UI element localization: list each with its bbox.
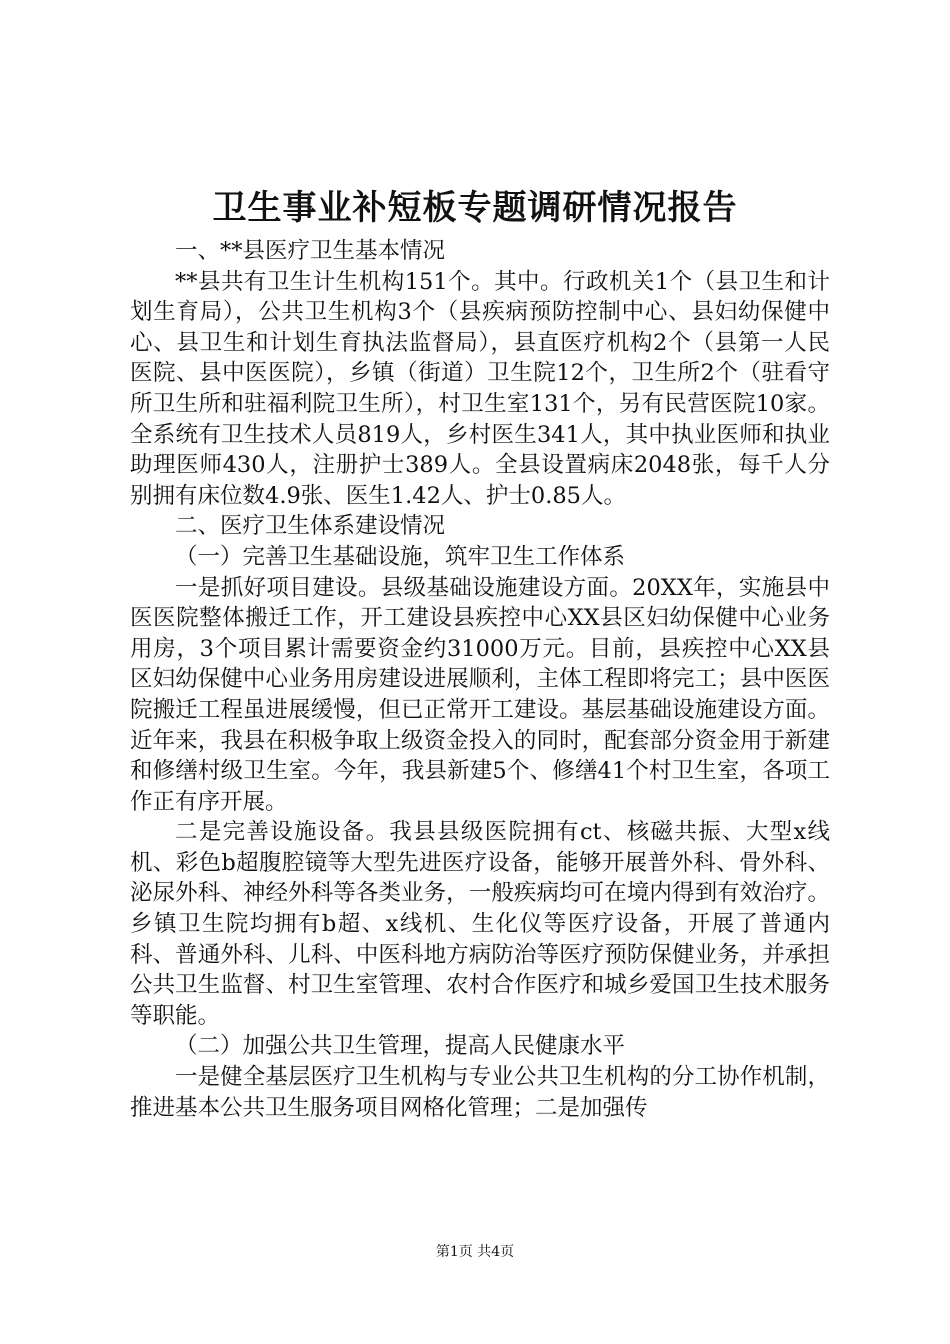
paragraph-project-construction: 一是抓好项目建设。县级基础设施建设方面。20XX年，实施县中医医院整体搬迁工作，开工建设县疾控中心XX县区妇幼保健中心业务用房，3个项目累计需要资金约31000万元。目前，县疾控中心XX县区妇幼保健中心业务用房建设进展顺利，主体工程即将完工；县中医医院搬迁工程虽进展缓慢，但已正常开工建设。基层基础设施建设方面。近年来，我县在积极争取上级资金投入的同时，配套部分资金用于新建和修缮村级卫生室。今年，我县新建5个、修缮41个村卫生室，各项工作正有序开展。 (130, 574, 830, 815)
section-heading-2: 二、医疗卫生体系建设情况 (175, 513, 446, 540)
paragraph-facilities-equipment: 二是完善设施设备。我县县级医院拥有ct、核磁共振、大型x线机、彩色b超腹腔镜等大型先进医疗设备，能够开展普外科、骨外科、泌尿外科、神经外科等各类业务，一般疾病均可在境内得到有效治疗。乡镇卫生院均拥有b超、x线机、生化仪等医疗设备，开展了普通内科、普通外科、儿科、中医科地方病防治等医疗预防保健业务，并承担公共卫生监督、村卫生室管理、农村合作医疗和城乡爱国卫生技术服务等职能。 (130, 819, 830, 1029)
paragraph-overview: **县共有卫生计生机构151个。其中。行政机关1个（县卫生和计划生育局），公共卫生机构3个（县疾病预防控制中心、县妇幼保健中心、县卫生和计划生育执法监督局），县直医疗机构2个（县第一人民医院、县中医医院），乡镇（街道）卫生院12个，卫生所2个（驻看守所卫生所和驻福利院卫生所），村卫生室131个，另有民营医院10家。全系统有卫生技术人员819人，乡村医生341人，其中执业医师和执业助理医师430人，注册护士389人。全县设置病床2048张，每千人分别拥有床位数4.9张、医生1.42人、护士0.85人。 (130, 268, 830, 509)
page-footer: 第1页 共4页 (435, 1244, 515, 1260)
section-heading-1: 一、**县医疗卫生基本情况 (175, 238, 446, 264)
subsection-heading-2: （二）加强公共卫生管理，提高人民健康水平 (175, 1033, 626, 1060)
paragraph-public-health: 一是健全基层医疗卫生机构与专业公共卫生机构的分工协作机制，推进基本公共卫生服务项目网格化管理；二是加强传 (130, 1064, 830, 1121)
document-title: 卫生事业补短板专题调研情况报告 (212, 188, 738, 228)
subsection-heading-1: （一）完善卫生基础设施，筑牢卫生工作体系 (175, 543, 626, 570)
document-body (130, 236, 830, 1123)
